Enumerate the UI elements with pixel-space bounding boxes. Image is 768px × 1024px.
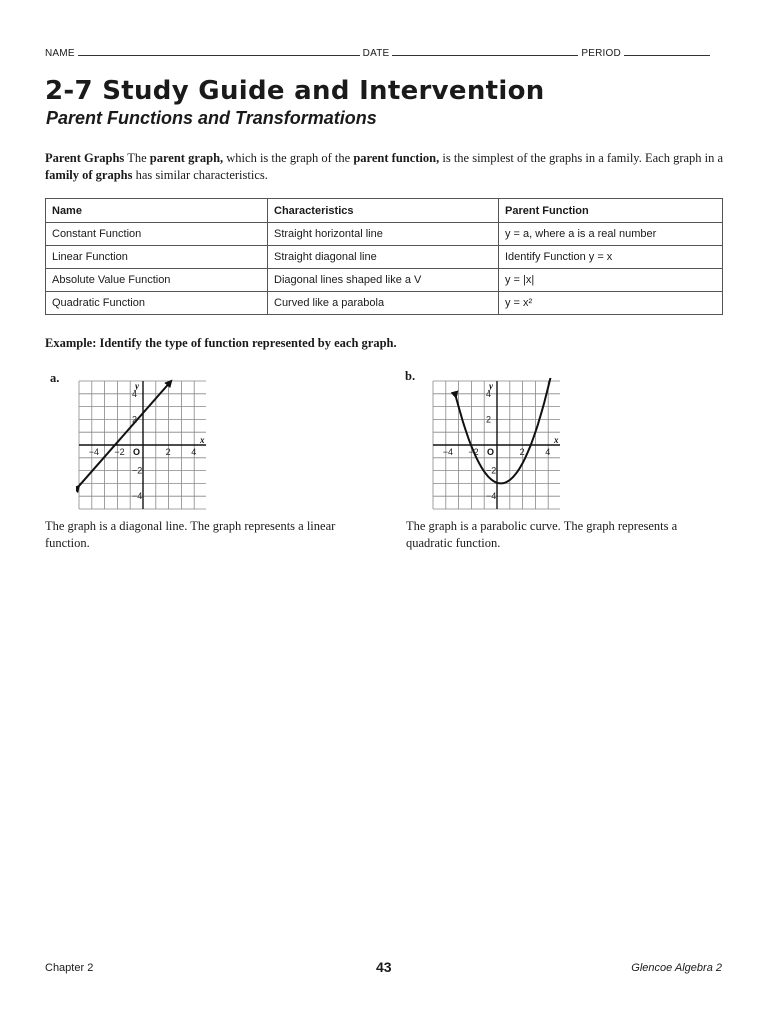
cell-parent-function: Identify Function y = x <box>499 246 723 269</box>
cell-characteristics: Diagonal lines shaped like a V <box>268 269 499 292</box>
linear-graph <box>76 378 206 512</box>
page-subtitle: Parent Functions and Transformations <box>46 108 377 128</box>
example-prompt: Example: Identify the type of function represented by each graph. <box>45 336 397 350</box>
caption-b: The graph is a parabolic curve. The graph represents a quadratic function. <box>406 519 678 550</box>
page-title: 2-7 Study Guide and Intervention <box>45 76 545 106</box>
name-label: NAME <box>45 48 75 59</box>
caption-a: The graph is a diagonal line. The graph represents a linear function. <box>45 519 336 550</box>
x-tick-label: 4 <box>191 447 197 457</box>
date-blank[interactable] <box>392 46 578 56</box>
col-header-characteristics: Characteristics <box>268 199 499 223</box>
cell-parent-function: y = |x| <box>499 269 723 292</box>
x-axis-label: x <box>200 435 205 445</box>
footer-chapter: Chapter 2 <box>45 962 94 974</box>
y-tick-label: 2 <box>486 414 492 425</box>
y-tick-label: 4 <box>132 388 138 399</box>
student-info-line <box>45 46 725 59</box>
cell-name: Constant Function <box>46 223 268 246</box>
y-axis-label: y <box>489 381 493 391</box>
intro-text-1: The <box>124 151 150 165</box>
origin-label: O <box>487 447 495 457</box>
parent-functions-table <box>45 198 723 315</box>
footer-book-title: Glencoe Algebra 2 <box>631 962 722 974</box>
table-header-row <box>46 199 723 223</box>
col-header-parent-function: Parent Function <box>499 199 723 223</box>
part-a-label: a. <box>50 371 60 385</box>
cell-characteristics: Straight horizontal line <box>268 223 499 246</box>
period-label: PERIOD <box>581 48 621 59</box>
cell-parent-function: y = a, where a is a real number <box>499 223 723 246</box>
y-tick-label: 4 <box>486 388 492 399</box>
y-tick-label: −4 <box>132 491 143 502</box>
date-label: DATE <box>362 48 390 59</box>
cell-name: Absolute Value Function <box>46 269 268 292</box>
y-tick-label: −4 <box>486 491 497 502</box>
cell-characteristics: Straight diagonal line <box>268 246 499 269</box>
intro-heading: Parent Graphs <box>45 151 125 165</box>
part-b-label: b. <box>405 369 416 383</box>
cell-characteristics: Curved like a parabola <box>268 292 499 315</box>
x-axis-label: x <box>554 435 559 445</box>
period-blank[interactable] <box>624 46 710 56</box>
table-row <box>46 246 723 269</box>
term-family-of-graphs: family of graphs <box>45 168 133 182</box>
y-tick-label: −2 <box>132 465 143 476</box>
term-parent-graph: parent graph, <box>149 151 224 165</box>
parabola-graph <box>430 378 560 512</box>
table-row <box>46 269 723 292</box>
cell-parent-function: y = x² <box>499 292 723 315</box>
y-tick-label: −2 <box>486 465 497 476</box>
intro-text-2: which is the graph of the <box>223 151 354 165</box>
table-row <box>46 292 723 315</box>
name-blank[interactable] <box>78 46 360 56</box>
col-header-name: Name <box>46 199 268 223</box>
intro-paragraph <box>45 150 725 184</box>
x-tick-label: −2 <box>114 447 125 457</box>
cell-name: Quadratic Function <box>46 292 268 315</box>
x-tick-label: −2 <box>468 447 479 457</box>
x-tick-label: 4 <box>545 447 551 457</box>
x-tick-label: −4 <box>88 447 100 457</box>
x-tick-label: 2 <box>519 447 525 457</box>
intro-text-4: has similar characteristics. <box>132 168 268 182</box>
x-tick-label: 2 <box>165 447 171 457</box>
y-tick-label: 2 <box>132 414 138 425</box>
intro-text-3: is the simplest of the graphs in a family. Each graph in a <box>439 151 724 165</box>
term-parent-function: parent function, <box>353 151 440 165</box>
x-tick-label: −4 <box>442 447 454 457</box>
origin-label: O <box>133 447 141 457</box>
y-axis-label: y <box>135 381 139 391</box>
table-row <box>46 223 723 246</box>
cell-name: Linear Function <box>46 246 268 269</box>
page-number: 43 <box>376 959 392 975</box>
